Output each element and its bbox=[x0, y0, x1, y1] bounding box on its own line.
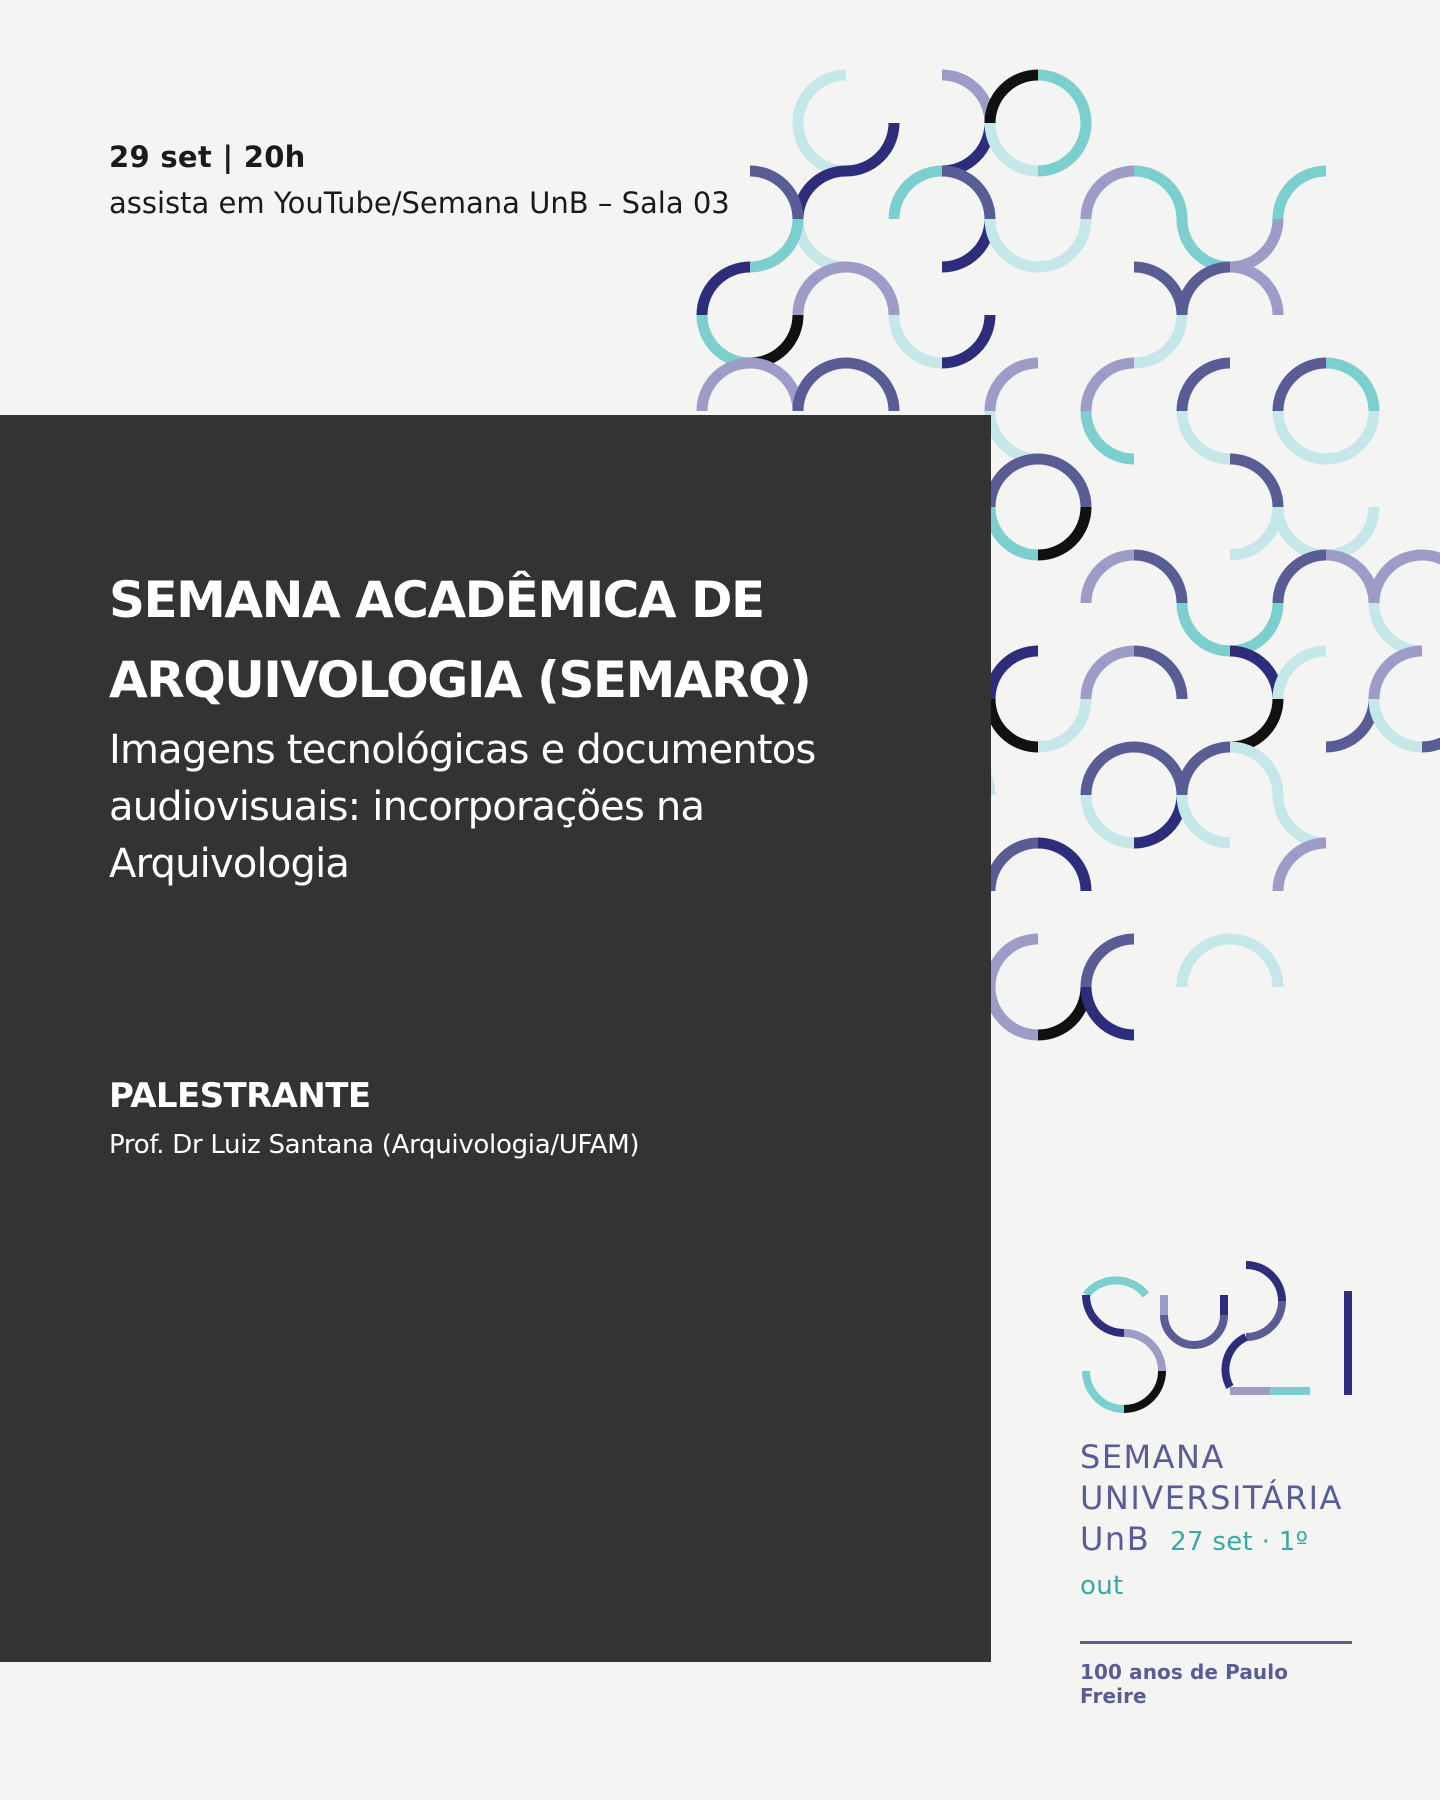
wave-arc bbox=[1182, 603, 1230, 651]
wave-arc bbox=[942, 171, 990, 219]
wave-arc bbox=[1374, 651, 1422, 699]
semana-universitaria-brand bbox=[1080, 1255, 1352, 1708]
wave-arc bbox=[1278, 843, 1326, 891]
wave-arc bbox=[1086, 747, 1134, 795]
wave-arc bbox=[798, 171, 846, 219]
wave-arc bbox=[1134, 267, 1182, 315]
wave-arc bbox=[702, 267, 750, 315]
wave-arc bbox=[1326, 363, 1374, 411]
wave-arc bbox=[798, 267, 846, 315]
wave-arc bbox=[1086, 555, 1134, 603]
wave-arc bbox=[1230, 267, 1278, 315]
brand-line-semana: SEMANA bbox=[1080, 1438, 1225, 1476]
wave-arc bbox=[1038, 459, 1086, 507]
wave-arc bbox=[1038, 507, 1086, 555]
wave-arc bbox=[1134, 795, 1182, 843]
wave-arc bbox=[1278, 411, 1326, 459]
wave-arc bbox=[990, 123, 1038, 171]
wave-arc bbox=[1326, 699, 1374, 747]
logo-stroke bbox=[1124, 1371, 1162, 1409]
wave-arc bbox=[990, 651, 1038, 699]
wave-arc bbox=[990, 75, 1038, 123]
event-subtitle: Imagens tecnológicas e documentos audiovisuais: incorporações na Arquivologia bbox=[109, 727, 816, 887]
wave-arc bbox=[1038, 219, 1086, 267]
brand-line-unb bbox=[1080, 1519, 1352, 1607]
su21-logo-icon bbox=[1080, 1255, 1352, 1425]
wave-arc bbox=[990, 507, 1038, 555]
wave-arc bbox=[990, 843, 1038, 891]
wave-arc bbox=[1230, 699, 1278, 747]
wave-arc bbox=[750, 171, 798, 219]
wave-arc bbox=[1134, 651, 1182, 699]
wave-arc bbox=[1278, 555, 1326, 603]
wave-arc bbox=[798, 75, 846, 123]
wave-arc bbox=[1278, 507, 1326, 555]
brand-unb-text: UnB bbox=[1080, 1520, 1151, 1558]
wave-arc bbox=[1278, 651, 1326, 699]
wave-arc bbox=[1230, 603, 1278, 651]
wave-arc bbox=[1182, 939, 1230, 987]
wave-arc bbox=[990, 411, 1038, 459]
wave-arc bbox=[1326, 555, 1374, 603]
wave-arc bbox=[1182, 795, 1230, 843]
event-date-time: 29 set | 20h bbox=[109, 140, 306, 174]
wave-arc bbox=[990, 939, 1038, 987]
wave-arc bbox=[1278, 363, 1326, 411]
wave-arc bbox=[1230, 507, 1278, 555]
wave-arc bbox=[750, 315, 798, 363]
wave-arc bbox=[990, 363, 1038, 411]
wave-arc bbox=[1230, 747, 1278, 795]
wave-arc bbox=[1326, 507, 1374, 555]
wave-arc bbox=[1278, 795, 1326, 843]
wave-arc bbox=[1230, 939, 1278, 987]
wave-arc bbox=[1230, 651, 1278, 699]
logo-stroke bbox=[1225, 1337, 1246, 1387]
logo-stroke bbox=[1086, 1371, 1124, 1409]
wave-arc bbox=[846, 267, 894, 315]
wave-arc bbox=[894, 171, 942, 219]
wave-arc bbox=[1086, 651, 1134, 699]
event-watch-info: assista em YouTube/Semana UnB – Sala 03 bbox=[109, 186, 730, 220]
brand-dates: 27 set · 1º out bbox=[1080, 1527, 1309, 1601]
brand-tagline: 100 anos de Paulo Freire bbox=[1080, 1660, 1289, 1708]
logo-stroke bbox=[1124, 1333, 1162, 1371]
wave-arc bbox=[1278, 171, 1326, 219]
wave-arc bbox=[1086, 795, 1134, 843]
wave-arc bbox=[1038, 987, 1086, 1035]
wave-arc bbox=[1326, 411, 1374, 459]
wave-arc bbox=[1230, 219, 1278, 267]
wave-arc bbox=[1134, 315, 1182, 363]
brand-line-universitaria: UNIVERSITÁRIA bbox=[1080, 1479, 1343, 1517]
wave-arc bbox=[1134, 747, 1182, 795]
wave-arc bbox=[846, 123, 894, 171]
wave-arc bbox=[1038, 843, 1086, 891]
wave-arc bbox=[798, 123, 846, 171]
wave-arc bbox=[798, 219, 846, 267]
wave-arc bbox=[702, 363, 750, 411]
wave-arc bbox=[1086, 171, 1134, 219]
wave-arc bbox=[798, 363, 846, 411]
wave-arc bbox=[1374, 555, 1422, 603]
wave-arc bbox=[846, 363, 894, 411]
wave-arc bbox=[1086, 987, 1134, 1035]
wave-arc bbox=[1230, 459, 1278, 507]
wave-arc bbox=[942, 219, 990, 267]
wave-arc bbox=[1182, 267, 1230, 315]
speaker-heading: PALESTRANTE bbox=[109, 1076, 371, 1116]
logo-stroke bbox=[1086, 1295, 1124, 1333]
wave-arc bbox=[702, 315, 750, 363]
wave-arc bbox=[1134, 555, 1182, 603]
wave-arc bbox=[1374, 699, 1422, 747]
wave-arc bbox=[942, 75, 990, 123]
wave-arc bbox=[894, 315, 942, 363]
wave-arc bbox=[1038, 123, 1086, 171]
logo-stroke bbox=[1164, 1315, 1224, 1345]
brand-divider bbox=[1080, 1641, 1352, 1644]
wave-arc bbox=[1086, 411, 1134, 459]
event-title: SEMANA ACADÊMICA DE ARQUIVOLOGIA (SEMARQ) bbox=[109, 571, 811, 709]
logo-stroke bbox=[1246, 1301, 1282, 1337]
wave-arc bbox=[990, 219, 1038, 267]
wave-arc bbox=[1182, 747, 1230, 795]
wave-arc bbox=[942, 123, 990, 171]
wave-arc bbox=[1182, 219, 1230, 267]
wave-arc bbox=[1182, 411, 1230, 459]
wave-arc bbox=[942, 315, 990, 363]
wave-arc bbox=[1374, 603, 1422, 651]
wave-arc bbox=[990, 459, 1038, 507]
event-schedule bbox=[109, 134, 730, 226]
wave-arc bbox=[1086, 939, 1134, 987]
wave-arc bbox=[1038, 75, 1086, 123]
wave-arc bbox=[750, 363, 798, 411]
wave-arc bbox=[750, 219, 798, 267]
wave-arc bbox=[1422, 555, 1440, 603]
logo-stroke bbox=[1246, 1265, 1282, 1301]
wave-arc bbox=[1134, 171, 1182, 219]
brand-wordmark bbox=[1080, 1437, 1352, 1607]
wave-arc bbox=[1038, 699, 1086, 747]
wave-arc bbox=[1182, 363, 1230, 411]
wave-arc bbox=[1086, 363, 1134, 411]
wave-arc bbox=[1422, 699, 1440, 747]
wave-arc bbox=[990, 699, 1038, 747]
logo-stroke bbox=[1086, 1280, 1146, 1295]
speaker-name: Prof. Dr Luiz Santana (Arquivologia/UFAM) bbox=[109, 1130, 640, 1160]
wave-arc bbox=[990, 987, 1038, 1035]
